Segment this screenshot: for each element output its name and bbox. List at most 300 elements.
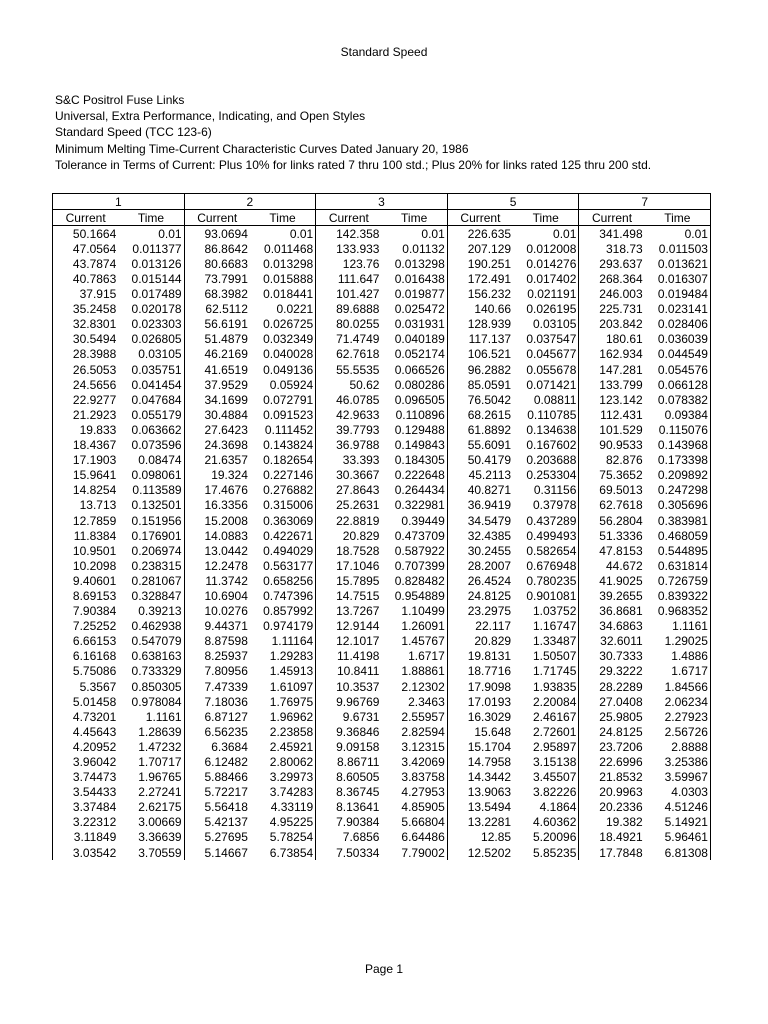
table-row bbox=[53, 709, 711, 724]
time-cell: 1.6717 bbox=[381, 649, 447, 664]
current-cell: 47.0564 bbox=[53, 241, 119, 256]
current-cell: 3.37484 bbox=[53, 800, 119, 815]
time-cell: 0.587922 bbox=[381, 543, 447, 558]
current-cell: 6.66153 bbox=[53, 634, 119, 649]
current-cell: 12.5202 bbox=[447, 845, 513, 860]
current-cell: 8.36745 bbox=[316, 785, 382, 800]
time-cell: 1.26091 bbox=[381, 619, 447, 634]
time-cell: 0.143968 bbox=[645, 438, 711, 453]
time-cell: 0.110896 bbox=[381, 407, 447, 422]
table-row bbox=[53, 679, 711, 694]
time-cell: 2.95897 bbox=[513, 739, 579, 754]
current-cell: 89.6888 bbox=[316, 302, 382, 317]
current-cell: 50.4179 bbox=[447, 453, 513, 468]
current-cell: 140.66 bbox=[447, 302, 513, 317]
current-cell: 8.25937 bbox=[184, 649, 250, 664]
current-cell: 246.003 bbox=[579, 287, 645, 302]
current-cell: 13.9063 bbox=[447, 785, 513, 800]
table-row bbox=[53, 483, 711, 498]
time-cell: 1.11164 bbox=[250, 634, 316, 649]
time-cell: 0.018441 bbox=[250, 287, 316, 302]
time-cell: 0.01 bbox=[645, 226, 711, 242]
data-table bbox=[52, 193, 711, 860]
current-cell: 5.75086 bbox=[53, 664, 119, 679]
time-cell: 0.011503 bbox=[645, 241, 711, 256]
time-cell: 1.28639 bbox=[118, 724, 184, 739]
current-cell: 21.6357 bbox=[184, 453, 250, 468]
current-cell: 21.8532 bbox=[579, 770, 645, 785]
time-cell: 0.747396 bbox=[250, 588, 316, 603]
current-cell: 19.382 bbox=[579, 815, 645, 830]
time-cell: 0.011468 bbox=[250, 241, 316, 256]
current-cell: 62.7618 bbox=[316, 347, 382, 362]
time-cell: 0.857992 bbox=[250, 604, 316, 619]
time-cell: 0.013298 bbox=[381, 256, 447, 271]
current-cell: 46.0785 bbox=[316, 392, 382, 407]
current-cell: 5.3567 bbox=[53, 679, 119, 694]
time-cell: 2.20084 bbox=[513, 694, 579, 709]
time-cell: 0.209892 bbox=[645, 468, 711, 483]
current-cell: 112.431 bbox=[579, 407, 645, 422]
current-cell: 9.09158 bbox=[316, 739, 382, 754]
time-cell: 0.111452 bbox=[250, 422, 316, 437]
current-cell: 19.833 bbox=[53, 422, 119, 437]
table-row bbox=[53, 317, 711, 332]
current-cell: 318.73 bbox=[579, 241, 645, 256]
time-cell: 1.10499 bbox=[381, 604, 447, 619]
current-cell: 6.87127 bbox=[184, 709, 250, 724]
time-cell: 3.12315 bbox=[381, 739, 447, 754]
current-cell: 80.6683 bbox=[184, 256, 250, 271]
time-cell: 0.016307 bbox=[645, 271, 711, 286]
current-cell: 18.7716 bbox=[447, 664, 513, 679]
time-cell: 3.74283 bbox=[250, 785, 316, 800]
time-cell: 2.12302 bbox=[381, 679, 447, 694]
time-cell: 5.78254 bbox=[250, 830, 316, 845]
current-cell: 9.6731 bbox=[316, 709, 382, 724]
current-cell: 45.2113 bbox=[447, 468, 513, 483]
time-cell: 0.901081 bbox=[513, 588, 579, 603]
current-cell: 7.47339 bbox=[184, 679, 250, 694]
time-cell: 0.167602 bbox=[513, 438, 579, 453]
table-row bbox=[53, 392, 711, 407]
time-cell: 0.132501 bbox=[118, 498, 184, 513]
current-cell: 14.7515 bbox=[316, 588, 382, 603]
fuse-rating-header: 5 bbox=[447, 194, 579, 210]
time-cell: 0.462938 bbox=[118, 619, 184, 634]
time-cell: 0.055678 bbox=[513, 362, 579, 377]
current-cell: 5.42137 bbox=[184, 815, 250, 830]
time-cell: 0.040189 bbox=[381, 332, 447, 347]
time-cell: 0.726759 bbox=[645, 573, 711, 588]
time-cell: 0.238315 bbox=[118, 558, 184, 573]
current-cell: 3.03542 bbox=[53, 845, 119, 860]
current-cell: 24.5656 bbox=[53, 377, 119, 392]
time-cell: 0.01 bbox=[118, 226, 184, 242]
time-cell: 0.780235 bbox=[513, 573, 579, 588]
current-cell: 19.8131 bbox=[447, 649, 513, 664]
current-cell: 76.5042 bbox=[447, 392, 513, 407]
time-cell: 3.42069 bbox=[381, 754, 447, 769]
current-cell: 15.7895 bbox=[316, 573, 382, 588]
time-cell: 1.29025 bbox=[645, 634, 711, 649]
current-cell: 9.36846 bbox=[316, 724, 382, 739]
current-column-header: Current bbox=[53, 210, 119, 226]
table-row bbox=[53, 302, 711, 317]
time-cell: 5.85235 bbox=[513, 845, 579, 860]
time-cell: 3.15138 bbox=[513, 754, 579, 769]
time-cell: 0.383981 bbox=[645, 513, 711, 528]
current-cell: 62.7618 bbox=[579, 498, 645, 513]
current-cell: 8.86711 bbox=[316, 754, 382, 769]
time-cell: 0.066526 bbox=[381, 362, 447, 377]
current-cell: 22.6996 bbox=[579, 754, 645, 769]
time-cell: 0.09384 bbox=[645, 407, 711, 422]
current-cell: 3.22312 bbox=[53, 815, 119, 830]
time-cell: 0.276882 bbox=[250, 483, 316, 498]
current-cell: 41.6519 bbox=[184, 362, 250, 377]
current-cell: 142.358 bbox=[316, 226, 382, 242]
current-cell: 68.3982 bbox=[184, 287, 250, 302]
time-cell: 2.62175 bbox=[118, 800, 184, 815]
current-cell: 128.939 bbox=[447, 317, 513, 332]
current-cell: 101.529 bbox=[579, 422, 645, 437]
time-cell: 0.31156 bbox=[513, 483, 579, 498]
time-cell: 0.115076 bbox=[645, 422, 711, 437]
time-cell: 0.031931 bbox=[381, 317, 447, 332]
table-row bbox=[53, 785, 711, 800]
time-column-header: Time bbox=[645, 210, 711, 226]
time-cell: 0.437289 bbox=[513, 513, 579, 528]
current-cell: 10.6904 bbox=[184, 588, 250, 603]
table-row bbox=[53, 543, 711, 558]
time-cell: 0.182654 bbox=[250, 453, 316, 468]
time-cell: 0.494029 bbox=[250, 543, 316, 558]
table-row bbox=[53, 362, 711, 377]
current-cell: 4.73201 bbox=[53, 709, 119, 724]
time-cell: 1.33487 bbox=[513, 634, 579, 649]
current-cell: 6.3684 bbox=[184, 739, 250, 754]
current-cell: 10.0276 bbox=[184, 604, 250, 619]
current-cell: 8.69153 bbox=[53, 588, 119, 603]
table-row bbox=[53, 377, 711, 392]
current-cell: 96.2882 bbox=[447, 362, 513, 377]
current-cell: 28.3988 bbox=[53, 347, 119, 362]
current-cell: 23.7206 bbox=[579, 739, 645, 754]
current-cell: 36.8681 bbox=[579, 604, 645, 619]
current-cell: 6.12482 bbox=[184, 754, 250, 769]
time-cell: 1.45767 bbox=[381, 634, 447, 649]
intro-line-speed: Standard Speed (TCC 123-6) bbox=[55, 125, 212, 140]
current-cell: 3.11849 bbox=[53, 830, 119, 845]
time-cell: 0.676948 bbox=[513, 558, 579, 573]
current-cell: 17.0193 bbox=[447, 694, 513, 709]
time-cell: 1.71745 bbox=[513, 664, 579, 679]
time-cell: 1.1161 bbox=[645, 619, 711, 634]
current-cell: 43.7874 bbox=[53, 256, 119, 271]
time-cell: 3.29973 bbox=[250, 770, 316, 785]
current-column-header: Current bbox=[579, 210, 645, 226]
time-cell: 0.05924 bbox=[250, 377, 316, 392]
current-cell: 7.50334 bbox=[316, 845, 382, 860]
current-cell: 15.648 bbox=[447, 724, 513, 739]
current-cell: 21.2923 bbox=[53, 407, 119, 422]
current-cell: 32.6011 bbox=[579, 634, 645, 649]
current-cell: 16.3029 bbox=[447, 709, 513, 724]
time-cell: 0.658256 bbox=[250, 573, 316, 588]
time-cell: 2.46167 bbox=[513, 709, 579, 724]
time-cell: 2.06234 bbox=[645, 694, 711, 709]
current-cell: 34.6863 bbox=[579, 619, 645, 634]
time-cell: 3.25386 bbox=[645, 754, 711, 769]
table-row bbox=[53, 800, 711, 815]
time-cell: 0.134638 bbox=[513, 422, 579, 437]
time-cell: 4.33119 bbox=[250, 800, 316, 815]
current-cell: 3.54433 bbox=[53, 785, 119, 800]
table-row bbox=[53, 724, 711, 739]
time-cell: 5.96461 bbox=[645, 830, 711, 845]
table-row bbox=[53, 468, 711, 483]
current-cell: 13.5494 bbox=[447, 800, 513, 815]
time-cell: 0.036039 bbox=[645, 332, 711, 347]
time-cell: 4.60362 bbox=[513, 815, 579, 830]
current-cell: 25.9805 bbox=[579, 709, 645, 724]
current-cell: 11.8384 bbox=[53, 528, 119, 543]
table-row bbox=[53, 453, 711, 468]
current-cell: 30.3667 bbox=[316, 468, 382, 483]
current-cell: 35.2458 bbox=[53, 302, 119, 317]
time-cell: 1.1161 bbox=[118, 709, 184, 724]
time-cell: 0.08474 bbox=[118, 453, 184, 468]
time-column-header: Time bbox=[381, 210, 447, 226]
current-cell: 85.0591 bbox=[447, 377, 513, 392]
current-cell: 12.85 bbox=[447, 830, 513, 845]
time-cell: 5.14921 bbox=[645, 815, 711, 830]
current-cell: 10.9501 bbox=[53, 543, 119, 558]
time-cell: 3.00669 bbox=[118, 815, 184, 830]
time-cell: 4.95225 bbox=[250, 815, 316, 830]
table-row bbox=[53, 845, 711, 860]
time-cell: 0.047684 bbox=[118, 392, 184, 407]
current-cell: 56.6191 bbox=[184, 317, 250, 332]
current-cell: 10.2098 bbox=[53, 558, 119, 573]
table-row bbox=[53, 634, 711, 649]
table-row bbox=[53, 528, 711, 543]
time-cell: 0.264434 bbox=[381, 483, 447, 498]
table-row bbox=[53, 347, 711, 362]
current-column-header: Current bbox=[316, 210, 382, 226]
current-cell: 16.3356 bbox=[184, 498, 250, 513]
time-cell: 0.363069 bbox=[250, 513, 316, 528]
time-cell: 0.01132 bbox=[381, 241, 447, 256]
current-cell: 11.3742 bbox=[184, 573, 250, 588]
table-row bbox=[53, 573, 711, 588]
current-cell: 18.4367 bbox=[53, 438, 119, 453]
table-row bbox=[53, 407, 711, 422]
time-cell: 1.6717 bbox=[645, 664, 711, 679]
current-cell: 7.90384 bbox=[53, 604, 119, 619]
time-cell: 0.0221 bbox=[250, 302, 316, 317]
current-cell: 26.4524 bbox=[447, 573, 513, 588]
table-row bbox=[53, 739, 711, 754]
current-cell: 20.9963 bbox=[579, 785, 645, 800]
current-cell: 23.2975 bbox=[447, 604, 513, 619]
current-cell: 101.427 bbox=[316, 287, 382, 302]
time-cell: 2.56726 bbox=[645, 724, 711, 739]
time-cell: 0.03105 bbox=[513, 317, 579, 332]
time-cell: 0.045677 bbox=[513, 347, 579, 362]
current-column-header: Current bbox=[447, 210, 513, 226]
time-cell: 0.01 bbox=[381, 226, 447, 242]
current-cell: 226.635 bbox=[447, 226, 513, 242]
time-cell: 0.222648 bbox=[381, 468, 447, 483]
current-cell: 5.72217 bbox=[184, 785, 250, 800]
time-cell: 1.4886 bbox=[645, 649, 711, 664]
time-cell: 0.096505 bbox=[381, 392, 447, 407]
time-cell: 0.025472 bbox=[381, 302, 447, 317]
current-cell: 22.117 bbox=[447, 619, 513, 634]
table-row bbox=[53, 588, 711, 603]
current-cell: 20.829 bbox=[447, 634, 513, 649]
time-cell: 0.499493 bbox=[513, 528, 579, 543]
current-cell: 33.393 bbox=[316, 453, 382, 468]
current-cell: 7.80956 bbox=[184, 664, 250, 679]
time-cell: 3.45507 bbox=[513, 770, 579, 785]
fuse-rating-header: 7 bbox=[579, 194, 711, 210]
current-cell: 80.0255 bbox=[316, 317, 382, 332]
current-cell: 24.3698 bbox=[184, 438, 250, 453]
current-cell: 36.9788 bbox=[316, 438, 382, 453]
current-cell: 6.16168 bbox=[53, 649, 119, 664]
current-cell: 34.1699 bbox=[184, 392, 250, 407]
current-cell: 14.7958 bbox=[447, 754, 513, 769]
time-cell: 0.974179 bbox=[250, 619, 316, 634]
time-cell: 1.45913 bbox=[250, 664, 316, 679]
time-cell: 0.39449 bbox=[381, 513, 447, 528]
time-cell: 0.184305 bbox=[381, 453, 447, 468]
table-row bbox=[53, 498, 711, 513]
time-cell: 0.03105 bbox=[118, 347, 184, 362]
current-cell: 50.1664 bbox=[53, 226, 119, 242]
current-cell: 4.45643 bbox=[53, 724, 119, 739]
current-cell: 13.2281 bbox=[447, 815, 513, 830]
current-cell: 68.2615 bbox=[447, 407, 513, 422]
time-cell: 0.733329 bbox=[118, 664, 184, 679]
time-cell: 0.012008 bbox=[513, 241, 579, 256]
time-cell: 0.032349 bbox=[250, 332, 316, 347]
time-cell: 1.76975 bbox=[250, 694, 316, 709]
time-cell: 0.013126 bbox=[118, 256, 184, 271]
current-cell: 6.56235 bbox=[184, 724, 250, 739]
time-cell: 1.96765 bbox=[118, 770, 184, 785]
current-cell: 17.4676 bbox=[184, 483, 250, 498]
time-cell: 0.055179 bbox=[118, 407, 184, 422]
time-cell: 0.544895 bbox=[645, 543, 711, 558]
time-cell: 0.091523 bbox=[250, 407, 316, 422]
time-cell: 1.50507 bbox=[513, 649, 579, 664]
time-cell: 4.51246 bbox=[645, 800, 711, 815]
time-cell: 0.143824 bbox=[250, 438, 316, 453]
current-cell: 44.672 bbox=[579, 558, 645, 573]
time-cell: 0.066128 bbox=[645, 377, 711, 392]
time-cell: 4.85905 bbox=[381, 800, 447, 815]
intro-line-styles: Universal, Extra Performance, Indicating, and Open Styles bbox=[55, 109, 366, 124]
time-cell: 0.631814 bbox=[645, 558, 711, 573]
time-cell: 0.110785 bbox=[513, 407, 579, 422]
current-cell: 12.9144 bbox=[316, 619, 382, 634]
table-row bbox=[53, 649, 711, 664]
time-cell: 6.81308 bbox=[645, 845, 711, 860]
table-row bbox=[53, 226, 711, 242]
current-cell: 32.4385 bbox=[447, 528, 513, 543]
time-cell: 0.253304 bbox=[513, 468, 579, 483]
current-cell: 13.0442 bbox=[184, 543, 250, 558]
time-cell: 1.93835 bbox=[513, 679, 579, 694]
current-cell: 39.7793 bbox=[316, 422, 382, 437]
time-column-header: Time bbox=[118, 210, 184, 226]
table-row bbox=[53, 619, 711, 634]
current-cell: 9.96769 bbox=[316, 694, 382, 709]
time-cell: 0.968352 bbox=[645, 604, 711, 619]
current-cell: 20.2336 bbox=[579, 800, 645, 815]
time-cell: 0.014276 bbox=[513, 256, 579, 271]
current-cell: 75.3652 bbox=[579, 468, 645, 483]
current-cell: 27.8643 bbox=[316, 483, 382, 498]
current-cell: 19.324 bbox=[184, 468, 250, 483]
time-cell: 0.151956 bbox=[118, 513, 184, 528]
current-cell: 27.6423 bbox=[184, 422, 250, 437]
time-cell: 0.39213 bbox=[118, 604, 184, 619]
time-cell: 0.638163 bbox=[118, 649, 184, 664]
time-column-header: Time bbox=[513, 210, 579, 226]
current-cell: 28.2289 bbox=[579, 679, 645, 694]
current-cell: 5.14667 bbox=[184, 845, 250, 860]
time-cell: 0.019484 bbox=[645, 287, 711, 302]
time-cell: 0.021191 bbox=[513, 287, 579, 302]
intro-block bbox=[55, 92, 651, 173]
current-column-header: Current bbox=[184, 210, 250, 226]
time-cell: 4.0303 bbox=[645, 785, 711, 800]
table-row bbox=[53, 438, 711, 453]
time-cell: 0.063662 bbox=[118, 422, 184, 437]
current-cell: 24.8125 bbox=[447, 588, 513, 603]
current-cell: 133.933 bbox=[316, 241, 382, 256]
current-cell: 172.491 bbox=[447, 271, 513, 286]
current-cell: 10.8411 bbox=[316, 664, 382, 679]
time-cell: 0.473709 bbox=[381, 528, 447, 543]
time-cell: 0.206974 bbox=[118, 543, 184, 558]
time-cell: 4.27953 bbox=[381, 785, 447, 800]
time-cell: 0.978084 bbox=[118, 694, 184, 709]
current-cell: 5.01458 bbox=[53, 694, 119, 709]
time-cell: 0.071421 bbox=[513, 377, 579, 392]
current-cell: 7.18036 bbox=[184, 694, 250, 709]
time-cell: 2.27241 bbox=[118, 785, 184, 800]
current-cell: 13.7267 bbox=[316, 604, 382, 619]
current-cell: 12.7859 bbox=[53, 513, 119, 528]
time-cell: 0.020178 bbox=[118, 302, 184, 317]
time-cell: 0.049136 bbox=[250, 362, 316, 377]
table-row bbox=[53, 332, 711, 347]
current-cell: 56.2804 bbox=[579, 513, 645, 528]
time-cell: 0.203688 bbox=[513, 453, 579, 468]
current-cell: 22.8819 bbox=[316, 513, 382, 528]
time-cell: 0.01 bbox=[513, 226, 579, 242]
current-cell: 30.2455 bbox=[447, 543, 513, 558]
page-header: Standard Speed bbox=[340, 45, 428, 59]
current-cell: 20.829 bbox=[316, 528, 382, 543]
current-cell: 62.5112 bbox=[184, 302, 250, 317]
